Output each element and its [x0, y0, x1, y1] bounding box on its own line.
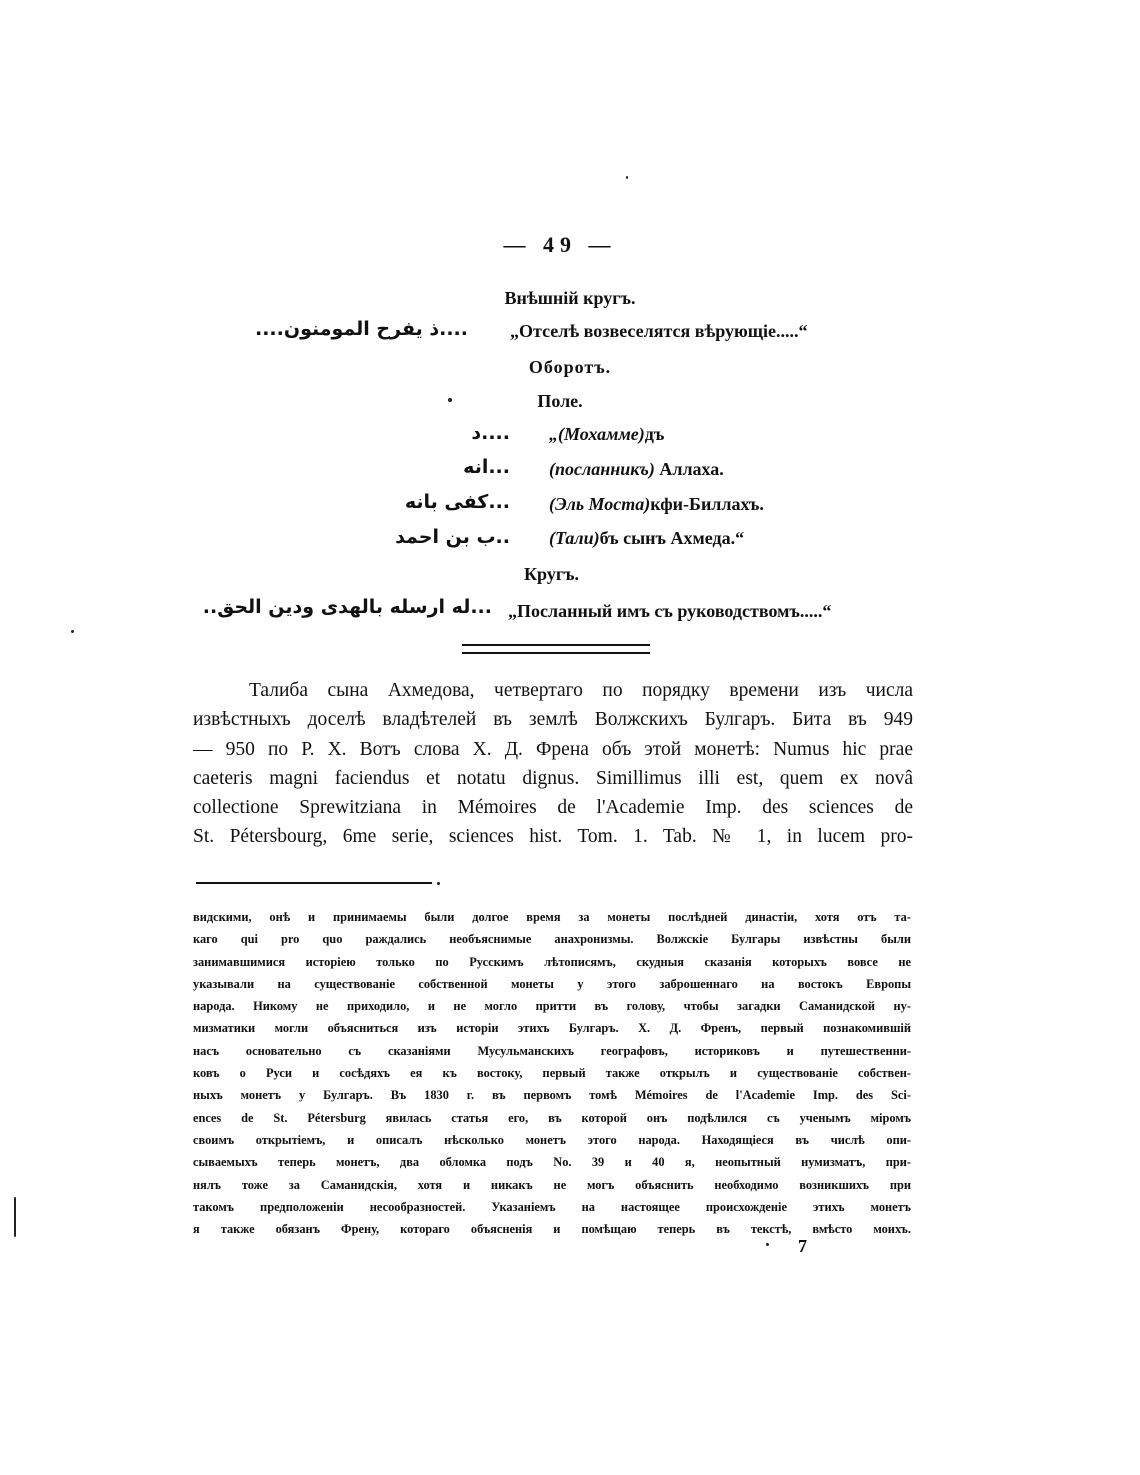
main-text-line: Талиба сына Ахмедова, четвертаго по порядку времени изъ числа [249, 680, 913, 701]
footnote-line: сываемыхъ теперь монетъ, два обломка подъ No. 39 и 40 я, неопытный нумизматъ, при- [193, 1155, 911, 1170]
field-line-2-russian [549, 459, 724, 480]
main-text-line: collectione Sprewitziana in Mémoires de l'Academie Imp. des sciences de [193, 797, 913, 819]
footnote-line: нялъ тоже за Саманидскія, хотя и никакъ не могъ объяснить необходимо возникшихъ при [193, 1177, 911, 1192]
main-text-line: извѣстныхъ доселѣ владѣтелей въ землѣ Волжскихъ Булгаръ. Бита въ 949 [193, 709, 913, 731]
main-text-line: caeteris magni faciendus et notatu dignus. Simillimus illi est, quem ex novâ [193, 767, 913, 789]
field-line-4-italic: (Тали) [549, 528, 600, 548]
footnote-line: видскими, онѣ и принимаемы были долгое время за монеты послѣдней династіи, хотя отъ та- [193, 910, 911, 924]
field-line-2-rest: Аллаха. [654, 459, 724, 479]
outer-circle-title: Внѣшній кругъ. [504, 288, 636, 308]
field-line-2-arabic: ...انه [463, 456, 510, 478]
field-line-3-italic: (Эль Моста) [549, 494, 651, 514]
scan-speck [71, 630, 74, 633]
field-line-4-arabic: ..ب بن احمد [395, 526, 510, 548]
field-line-3-arabic: ...كفى بانه [404, 491, 510, 513]
footnote-line: своимъ открытіемъ, и описалъ нѣсколько монетъ этого народа. Находящіеся въ числѣ опи- [193, 1132, 911, 1147]
circle-arabic: ...له ارسله بالهدى ودين الحق.. [202, 596, 492, 618]
footnote-line: народа. Никому не приходило, и не могло притти въ голову, чтобы загадки Саманидской ну- [193, 999, 911, 1014]
field-line-3-rest: кфи-Биллахъ. [650, 494, 764, 514]
footnote-line: я также обязанъ Френу, котораго объясненія и помѣщаю теперь въ текстѣ, вмѣсто моихъ. [193, 1222, 911, 1237]
signature-mark: 7 [798, 1236, 807, 1256]
main-text-line: — 950 по Р. Х. Вотъ слова Х. Д. Френа объ этой монетѣ: Numus hic prae [193, 738, 913, 760]
scan-speck [448, 398, 452, 402]
footnote-line: такомъ предположеніи несообразностей. Указаніемъ на настоящее происхожденіе этихъ монетъ [193, 1199, 911, 1214]
field-line-2-italic: (посланникъ) [549, 459, 655, 479]
scan-speck [766, 1243, 769, 1246]
field-line-4-rest: бъ сынъ Ахмеда.“ [599, 528, 745, 548]
footnote [193, 906, 911, 1240]
outer-circle-arabic: ....ذ يفرح المومنون.... [255, 318, 468, 340]
footnote-line: занимавшимися исторіею только по Русскимъ лѣтописямъ, скудныя сказанія которыхъ вовсе не [193, 954, 911, 969]
outer-circle-russian: „Отселѣ возвеселятся вѣрующіе.....“ [510, 321, 808, 341]
footnote-rule [196, 882, 432, 884]
reverse-title: Оборотъ. [528, 357, 612, 377]
footnote-line: ковъ о Руси и сосѣдяхъ ея къ востоку, первый также открылъ и существованіе собствен- [193, 1066, 911, 1081]
field-line-3-russian [549, 494, 764, 515]
footnote-line: насъ основательно съ сказаніями Мусульманскихъ географовъ, историковъ и путешественни- [193, 1043, 911, 1058]
field-line-1-russian [549, 424, 664, 445]
field-line-1-arabic: ....د [471, 422, 510, 444]
footnote-line: ences de St. Pétersburg явилась статья его, въ которой онъ подѣлился съ ученымъ міромъ [193, 1110, 911, 1125]
double-rule-divider [462, 644, 650, 654]
scan-speck [437, 882, 440, 885]
main-text-line: St. Pétersbourg, 6me serie, sciences hist. Tom. 1. Tab. № 1, in lucem pro- [193, 826, 913, 848]
field-line-1-rest: дъ [644, 424, 665, 444]
footnote-line: ныхъ монетъ у Булгаръ. Въ 1830 г. въ первомъ томѣ Mémoires de l'Academie Imp. des Sci- [193, 1088, 911, 1103]
scan-speck [14, 1197, 16, 1237]
field-title: Поле. [537, 391, 583, 411]
footnote-line: мизматики могли объясниться изъ исторіи этихъ Булгаръ. Х. Д. Френъ, первый познакомившій [193, 1021, 911, 1036]
footnote-line: каго qui pro quo раждались необъяснимые анахронизмы. Волжскіе Булгары извѣстны были [193, 932, 911, 947]
scan-speck [626, 176, 628, 179]
footnote-line: указывали на существованіе собственной монеты у этого заброшеннаго на востокъ Европы [193, 976, 911, 991]
circle-title: Кругъ. [524, 564, 579, 584]
circle-russian: „Посланный имъ съ руководствомъ.....“ [508, 601, 832, 621]
main-paragraph [193, 676, 913, 852]
field-line-4-russian [549, 528, 744, 549]
page-number: — 49 — [503, 232, 617, 257]
field-line-1-italic: „(Мохамме) [549, 424, 645, 444]
